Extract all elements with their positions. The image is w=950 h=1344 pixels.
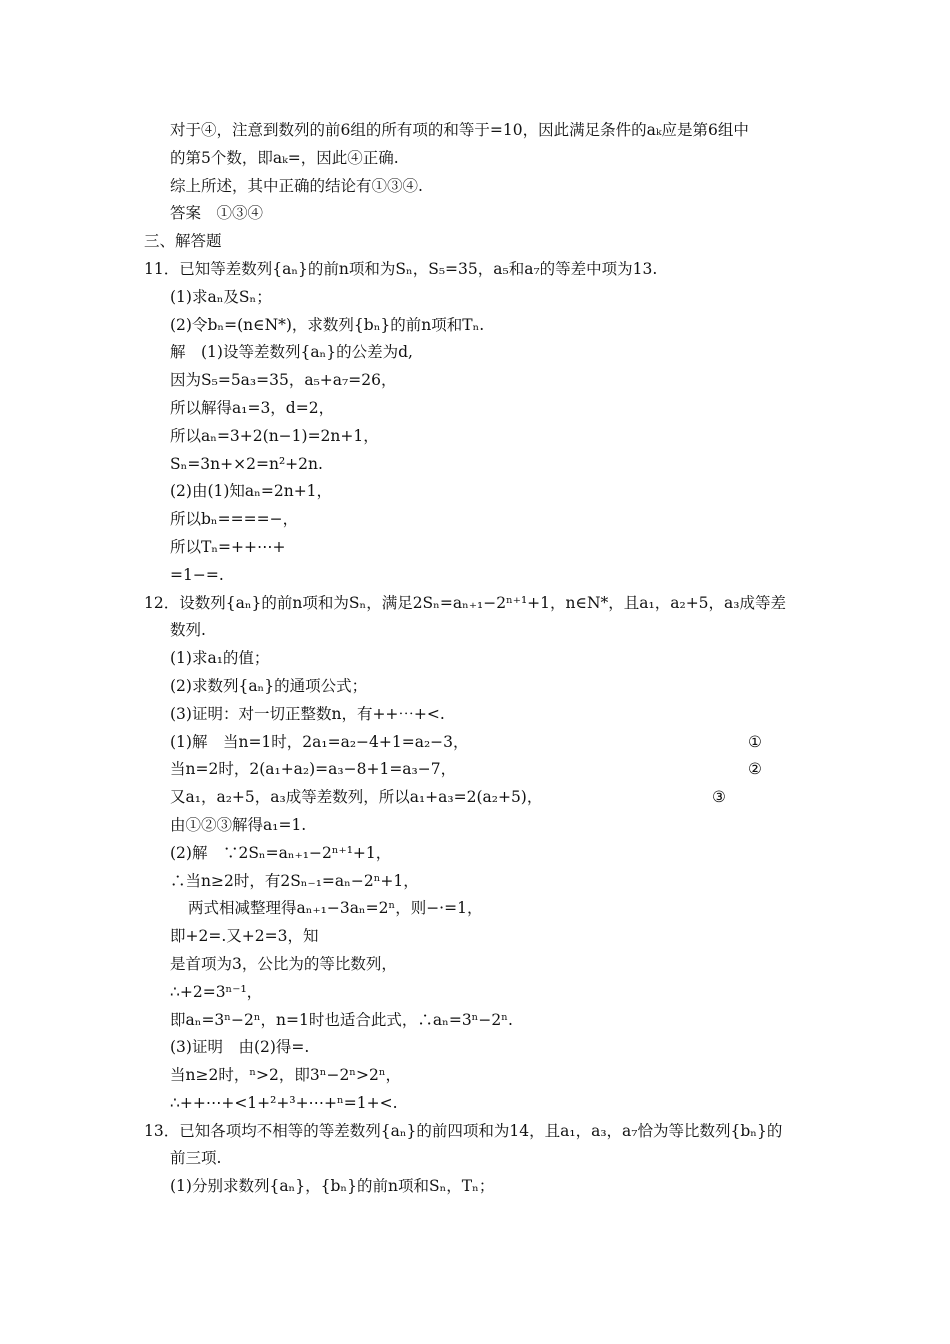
text-line: (3)证明 由(2)得=. xyxy=(170,1038,310,1057)
text-line: (2)解 ∵2Sₙ=aₙ₊₁−2ⁿ⁺¹+1， xyxy=(170,843,392,862)
problem-13-statement: 13．已知各项均不相等的等差数列{aₙ}的前四项和为14，且a₁，a₃，a₇恰为等比数列{bₙ}的 xyxy=(144,1121,783,1140)
text-line: 所以解得a₁=3，d=2， xyxy=(170,398,335,417)
equation-text: 当n=2时，2(a₁+a₂)=a₃−8+1=a₃−7， xyxy=(170,760,457,779)
text-line: 即aₙ=3ⁿ−2ⁿ，n=1时也适合此式，∴aₙ=3ⁿ−2ⁿ. xyxy=(170,1010,513,1029)
text-line: 的第5个数，即aₖ=，因此④正确. xyxy=(170,148,399,167)
equation-text: 又a₁，a₂+5，a₃成等差数列，所以a₁+a₃=2(a₂+5)， xyxy=(170,788,543,807)
text-line: 所以aₙ=3+2(n−1)=2n+1， xyxy=(170,426,379,445)
equation-line-3 xyxy=(0,784,950,812)
document-page xyxy=(0,117,950,1201)
text-line: =1−=. xyxy=(170,565,224,584)
text-line: (1)求aₙ及Sₙ； xyxy=(170,287,272,306)
text-line: (2)求数列{aₙ}的通项公式； xyxy=(170,676,368,695)
text-line: (2)由(1)知aₙ=2n+1， xyxy=(170,482,333,501)
equation-line-1 xyxy=(0,729,950,757)
text-line: ∴当n≥2时，有2Sₙ₋₁=aₙ−2ⁿ+1， xyxy=(170,871,419,890)
text-line: (1)分别求数列{aₙ}，{bₙ}的前n项和Sₙ，Tₙ； xyxy=(170,1177,495,1196)
text-line: 即+2=.又+2=3，知 xyxy=(170,927,319,946)
text-line: 当n≥2时，ⁿ>2，即3ⁿ−2ⁿ>2ⁿ， xyxy=(170,1066,402,1085)
text-line: 答案 ①③④ xyxy=(170,204,264,223)
text-line: Sₙ=3n+×2=n²+2n. xyxy=(170,454,323,473)
text-line: 由①②③解得a₁=1. xyxy=(170,815,307,834)
text-line: 解 (1)设等差数列{aₙ}的公差为d, xyxy=(170,343,413,362)
section-heading: 三、解答题 xyxy=(144,232,222,251)
text-line: 所以Tₙ=++⋯+ xyxy=(170,537,286,556)
text-line: (2)令bₙ=(n∈N*)，求数列{bₙ}的前n项和Tₙ. xyxy=(170,315,485,334)
equation-text: (1)解 当n=1时，2a₁=a₂−4+1=a₂−3， xyxy=(170,732,469,751)
equation-number-1: ① xyxy=(748,732,762,751)
equation-line-2 xyxy=(0,756,950,784)
text-line: 因为S₅=5a₃=35，a₅+a₇=26， xyxy=(170,371,397,390)
text-line: 是首项为3，公比为的等比数列， xyxy=(170,954,397,973)
text-line: 前三项. xyxy=(170,1149,222,1168)
text-line: 数列. xyxy=(170,621,206,640)
problem-11-statement: 11．已知等差数列{aₙ}的前n项和为Sₙ，S₅=35，a₅和a₇的等差中项为13. xyxy=(144,259,658,278)
text-line: 两式相减整理得aₙ₊₁−3aₙ=2ⁿ，则−·=1， xyxy=(188,899,483,918)
text-line: ∴++⋯+<1+²+³+⋯+ⁿ=1+<. xyxy=(170,1093,398,1112)
equation-number-3: ③ xyxy=(712,788,726,807)
text-line: ∴+2=3ⁿ⁻¹， xyxy=(170,982,263,1001)
text-line: (3)证明：对一切正整数n，有++⋯+<. xyxy=(170,704,445,723)
text-line: 综上所述，其中正确的结论有①③④. xyxy=(170,176,423,195)
text-line: 所以bₙ====−， xyxy=(170,510,299,529)
text-line: (1)求a₁的值； xyxy=(170,649,270,668)
equation-number-2: ② xyxy=(748,760,762,779)
problem-12-statement: 12．设数列{aₙ}的前n项和为Sₙ，满足2Sₙ=aₙ₊₁−2ⁿ⁺¹+1，n∈N*，且a₁，a₂+5，a₃成等差 xyxy=(144,593,786,612)
text-line: 对于④，注意到数列的前6组的所有项的和等于=10，因此满足条件的aₖ应是第6组中 xyxy=(170,121,749,139)
